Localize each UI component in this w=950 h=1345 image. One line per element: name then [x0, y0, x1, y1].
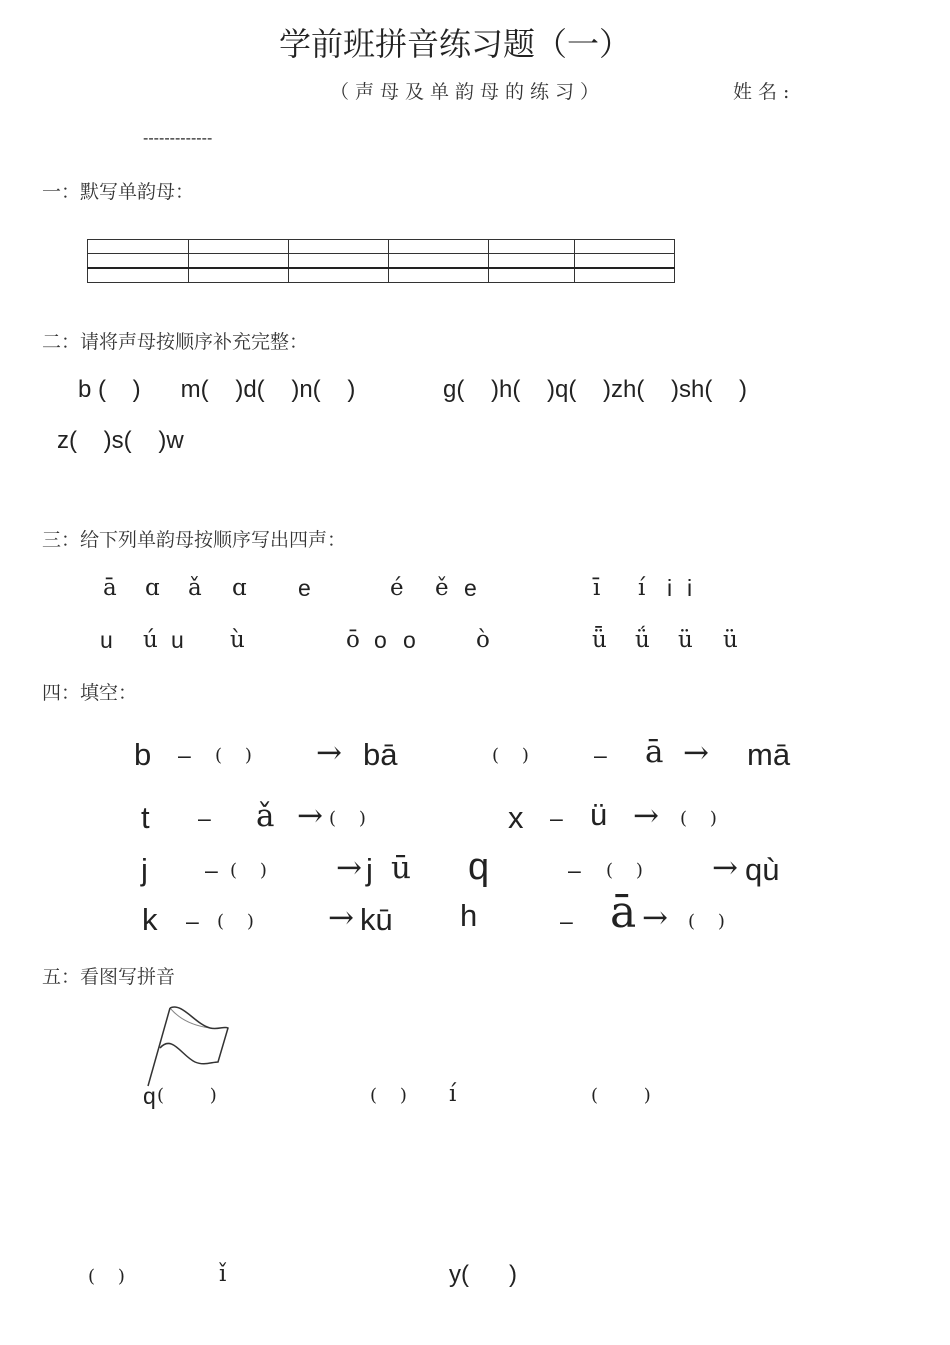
- dash: –: [560, 908, 573, 934]
- blank-parens: ( ): [215, 745, 252, 766]
- picture4-final: ǐ: [219, 1261, 227, 1287]
- tone-vowel: i: [687, 575, 693, 601]
- arrow: →: [328, 900, 354, 936]
- tone-vowel: e: [464, 575, 477, 601]
- initial-t: t: [141, 800, 150, 835]
- name-blank: -------------: [143, 130, 213, 147]
- tone-vowel: o: [403, 627, 416, 653]
- tone-vowel: ǘ: [635, 627, 650, 653]
- tone-vowel: ɑ: [145, 575, 160, 601]
- tone-vowel: ò: [476, 627, 490, 653]
- name-label: 姓名:: [733, 81, 796, 103]
- blank-parens: ( ): [680, 808, 717, 829]
- blank-parens: ( ): [88, 1266, 125, 1287]
- dash: –: [568, 857, 581, 883]
- blank-parens: ( ): [492, 745, 529, 766]
- initials-row-2: z( )s( )w: [57, 427, 184, 454]
- initials-row-1b: g( )h( )q( )zh( )sh( ): [443, 376, 748, 403]
- tone-vowel: ō: [346, 627, 360, 653]
- flag-picture: [140, 1000, 235, 1092]
- vowel-writing-grid: [87, 239, 675, 283]
- page-title: 学前班拼音练习题（一）: [279, 25, 632, 63]
- tone-vowel: ī: [593, 575, 601, 601]
- initial-k: k: [142, 902, 158, 937]
- arrow: →: [642, 900, 668, 936]
- arrow: →: [316, 735, 342, 771]
- section4-heading: 四：填空：: [42, 682, 138, 704]
- initial-b: b: [134, 737, 152, 772]
- blank-parens: ( ): [591, 1085, 651, 1106]
- syllable-ma: mā: [747, 737, 791, 772]
- blank-parens: ( ): [329, 808, 366, 829]
- tone-vowel: o: [374, 627, 387, 653]
- blank-parens: ( ): [217, 911, 254, 932]
- final-u-umlaut: ü: [590, 797, 608, 832]
- tone-vowel: ù: [230, 627, 245, 653]
- arrow: →: [712, 850, 738, 886]
- final-u1: ū: [391, 850, 411, 886]
- initial-x: x: [508, 800, 524, 835]
- dash: –: [205, 857, 218, 883]
- syllable-j: j: [366, 852, 373, 887]
- initial-h: h: [460, 898, 478, 933]
- dash: –: [178, 742, 191, 768]
- section1-heading: 一：默写单韵母：: [42, 181, 195, 203]
- section2-heading: 二：请将声母按顺序补充完整：: [42, 331, 309, 353]
- tone-vowel: ü: [723, 627, 738, 653]
- dash: –: [550, 805, 563, 831]
- tone-vowel: e: [298, 575, 311, 601]
- syllable-ku: kū: [360, 902, 393, 937]
- dash: –: [198, 805, 211, 831]
- final-a3: ǎ: [256, 798, 275, 834]
- blank-parens: ( ): [688, 911, 725, 932]
- tone-vowel: ā: [103, 575, 117, 601]
- tone-vowel: u: [100, 627, 113, 653]
- dash: –: [186, 908, 199, 934]
- picture2-final: í: [449, 1081, 457, 1107]
- tone-vowel: ǎ: [188, 575, 202, 601]
- tone-vowel: u: [171, 627, 184, 653]
- arrow: →: [297, 798, 323, 834]
- arrow: →: [683, 735, 709, 771]
- tone-vowel: ě: [435, 575, 449, 601]
- tone-vowel: ɑ: [232, 575, 247, 601]
- tone-vowel: i: [667, 575, 673, 601]
- tone-vowel: ü: [678, 627, 693, 653]
- tone-vowel: ú: [143, 627, 158, 653]
- blank-parens: ( ): [157, 1085, 217, 1106]
- tone-vowel: é: [390, 575, 404, 601]
- tone-vowel: í: [638, 575, 646, 601]
- initials-row-1a: b ( ) m( )d( )n( ): [78, 376, 356, 403]
- initial-q: q: [468, 846, 490, 888]
- final-a1: ā: [645, 734, 664, 770]
- dash: –: [594, 742, 607, 768]
- blank-parens: ( ): [230, 860, 267, 881]
- arrow: →: [336, 850, 362, 886]
- blank-parens: ( ): [606, 860, 643, 881]
- initial-j: j: [141, 852, 148, 887]
- tone-vowel: ǖ: [592, 627, 607, 653]
- picture5-item: y( ): [449, 1261, 517, 1288]
- picture1-letter: q: [143, 1083, 156, 1109]
- final-a1-large: ā: [610, 887, 637, 938]
- syllable-qu: qù: [745, 852, 780, 887]
- section3-heading: 三：给下列单韵母按顺序写出四声：: [42, 529, 347, 551]
- section5-heading: 五：看图写拼音: [42, 966, 176, 988]
- page-subtitle: （声母及单韵母的练习）: [330, 81, 606, 103]
- blank-parens: ( ): [370, 1085, 407, 1106]
- syllable-ba: bā: [363, 737, 398, 772]
- arrow: →: [633, 798, 659, 834]
